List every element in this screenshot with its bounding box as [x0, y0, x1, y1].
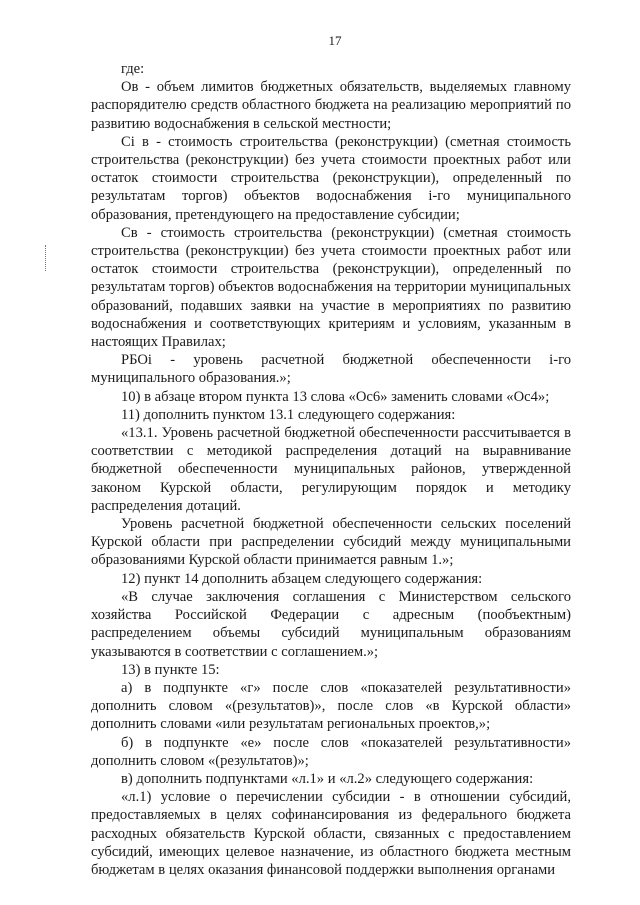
paragraph: где: — [121, 61, 145, 77]
margin-mark — [45, 245, 47, 271]
paragraph: б) в подпункте «е» после слов «показателей результативности» дополнить словом «(результатов)»; — [91, 734, 571, 769]
paragraph: Ci в - стоимость строительства (реконструкции) (сметная стоимость строительства (реконструкции) без учета стоимости проектных работ или остаток стоимости строительства (реконструкции), определенный по результатам торгов) объектов водоснабжения i-го муниципального образования, претендующего на предоставление субсидии; — [91, 133, 571, 223]
paragraph: 13) в пункте 15: — [121, 661, 220, 678]
paragraph: а) в подпункте «г» после слов «показателей результативности» дополнить словом «(результатов)», после слов «в Курской области» дополнить словами «или результатам региональных проектов,»; — [91, 679, 571, 733]
paragraph: РБОi - уровень расчетной бюджетной обеспеченности i-го муниципального образования.»; — [91, 352, 571, 387]
paragraph: «В случае заключения соглашения с Министерством сельского хозяйства Российской Федерации с адресным (пообъектным) распределением объемы субсидий муниципальным образованиям указываются в соответствии с соглашением.»; — [91, 588, 571, 660]
paragraph: «л.1) условие о перечислении субсидии - в отношении субсидий, предоставляемых в целях софинансирования из федерального бюджета расходных обязательств Курской области, связанных с предоставлением субсидий, имеющих целевое назначение, из областного бюджета местным бюджетам в целях оказания финансовой поддержки выполнения органами — [91, 789, 571, 878]
paragraph: 10) в абзаце втором пункта 13 слова «Ос6» заменить словами «Ос4»; — [121, 388, 550, 405]
paragraph: «13.1. Уровень расчетной бюджетной обеспеченности рассчитывается в соответствии с методикой распределения дотаций на выравнивание бюджетной обеспеченности муниципальных районов, утвержденной законом Курской области, регулирующим порядок и методику распределения дотаций. — [91, 425, 571, 514]
paragraph: Ов - объем лимитов бюджетных обязательств, выделяемых главному распорядителю средств областного бюджета на реализацию мероприятий по развитию водоснабжения в сельской местности; — [91, 79, 571, 132]
paragraph: 12) пункт 14 дополнить абзацем следующего содержания: — [121, 570, 483, 587]
document-body — [91, 60, 571, 879]
paragraph: 11) дополнить пунктом 13.1 следующего содержания: — [121, 406, 456, 423]
page-number: 17 — [328, 33, 342, 48]
paragraph: Св - стоимость строительства (реконструкции) (сметная стоимость строительства (реконструкции) без учета стоимости проектных работ или остаток стоимости строительства (реконструкции), определенный по результатам торгов) объектов водоснабжения на территории муниципальных образований, подавших заявки на участие в мероприятиях по развитию водоснабжения и соответствующих критериям и условиям, указанным в настоящих Правилах; — [91, 224, 571, 351]
paragraph: в) дополнить подпунктами «л.1» и «л.2» следующего содержания: — [121, 770, 534, 787]
paragraph: Уровень расчетной бюджетной обеспеченности сельских поселений Курской области при распределении субсидий между муниципальными образованиями Курской области принимается равным 1.»; — [91, 516, 571, 569]
